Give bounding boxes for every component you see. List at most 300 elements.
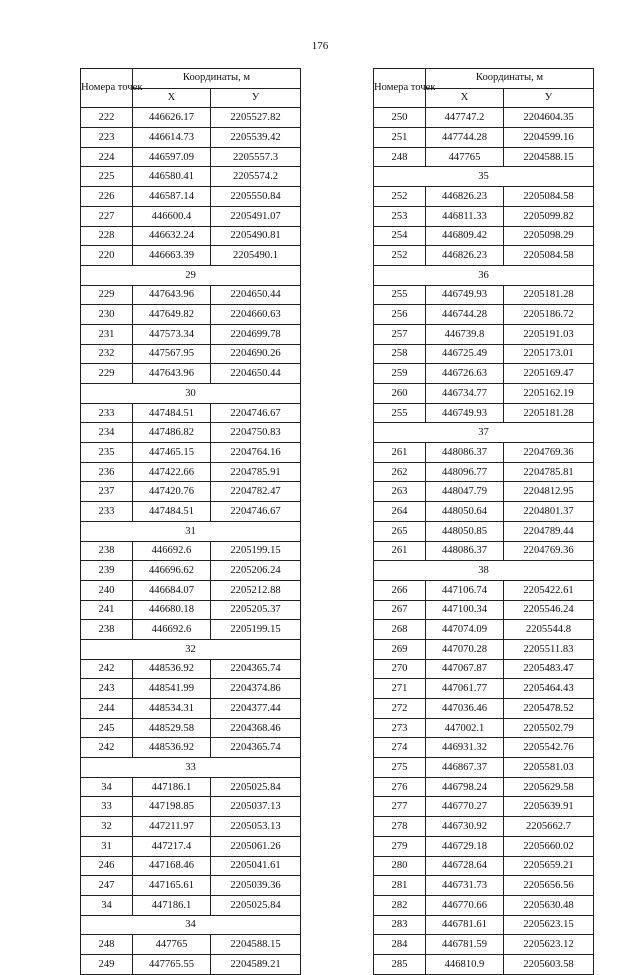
- y-coordinate-cell: 2204699.78: [211, 324, 301, 344]
- y-coordinate-cell: 2205422.61: [504, 580, 594, 600]
- point-number-cell: 280: [374, 856, 426, 876]
- y-coordinate-cell: 2205098.29: [504, 226, 594, 246]
- x-coordinate-cell: 446728.64: [426, 856, 504, 876]
- y-coordinate-cell: 2204374.86: [211, 679, 301, 699]
- x-coordinate-cell: 447765.55: [133, 954, 211, 974]
- y-coordinate-cell: 2205660.02: [504, 836, 594, 856]
- x-coordinate-cell: 446680.18: [133, 600, 211, 620]
- table-row: [374, 876, 594, 896]
- point-number-cell: 245: [81, 718, 133, 738]
- x-coordinate-cell: 446696.62: [133, 561, 211, 581]
- x-coordinate-cell: 448050.85: [426, 521, 504, 541]
- point-number-cell: 247: [81, 876, 133, 896]
- x-coordinate-cell: 447649.82: [133, 305, 211, 325]
- contour-group-row: [81, 265, 301, 285]
- x-coordinate-cell: 447643.96: [133, 364, 211, 384]
- table-row: [81, 443, 301, 463]
- y-coordinate-cell: 2205546.24: [504, 600, 594, 620]
- x-coordinate-cell: 446587.14: [133, 187, 211, 207]
- contour-group-row: [81, 758, 301, 778]
- x-coordinate-cell: 448541.99: [133, 679, 211, 699]
- contour-group-row: [374, 561, 594, 581]
- y-coordinate-cell: 2205084.58: [504, 246, 594, 266]
- x-coordinate-cell: 447486.82: [133, 423, 211, 443]
- x-coordinate-cell: 447186.1: [133, 895, 211, 915]
- table-row: [374, 246, 594, 266]
- point-number-cell: 224: [81, 147, 133, 167]
- point-number-cell: 261: [374, 541, 426, 561]
- point-numbers-header: Номера точек: [374, 69, 426, 108]
- y-coordinate-cell: 2205539.42: [211, 128, 301, 148]
- y-coordinate-cell: 2204750.83: [211, 423, 301, 443]
- table-row: [81, 620, 301, 640]
- point-number-cell: 284: [374, 935, 426, 955]
- x-coordinate-cell: 447217.4: [133, 836, 211, 856]
- y-coordinate-cell: 2204365.74: [211, 659, 301, 679]
- coordinates-table-left: [80, 68, 301, 975]
- table-row: [374, 206, 594, 226]
- contour-number: 37: [374, 423, 594, 443]
- point-number-cell: 269: [374, 639, 426, 659]
- y-coordinate-cell: 2205630.48: [504, 895, 594, 915]
- point-number-cell: 235: [81, 443, 133, 463]
- point-number-cell: 238: [81, 620, 133, 640]
- point-number-cell: 255: [374, 285, 426, 305]
- table-row: [81, 600, 301, 620]
- x-coordinate-cell: 446626.17: [133, 108, 211, 128]
- point-number-cell: 229: [81, 285, 133, 305]
- y-coordinate-cell: 2205511.83: [504, 639, 594, 659]
- point-number-cell: 252: [374, 246, 426, 266]
- y-coordinate-cell: 2204368.46: [211, 718, 301, 738]
- table-row: [374, 521, 594, 541]
- contour-group-row: [81, 384, 301, 404]
- x-coordinate-cell: 446826.23: [426, 246, 504, 266]
- point-number-cell: 227: [81, 206, 133, 226]
- x-coordinate-cell: 448096.77: [426, 462, 504, 482]
- coordinates-header: Координаты, м: [133, 69, 301, 89]
- point-number-cell: 258: [374, 344, 426, 364]
- y-coordinate-cell: 2205483.47: [504, 659, 594, 679]
- x-coordinate-cell: 448529.58: [133, 718, 211, 738]
- x-coordinate-cell: 447643.96: [133, 285, 211, 305]
- point-number-cell: 249: [81, 954, 133, 974]
- contour-number: 35: [374, 167, 594, 187]
- x-coordinate-cell: 447744.28: [426, 128, 504, 148]
- y-coordinate-cell: 2205169.47: [504, 364, 594, 384]
- x-coordinate-cell: 446663.39: [133, 246, 211, 266]
- point-number-cell: 274: [374, 738, 426, 758]
- y-coordinate-cell: 2205502.79: [504, 718, 594, 738]
- point-number-cell: 256: [374, 305, 426, 325]
- y-coordinate-cell: 2204650.44: [211, 364, 301, 384]
- x-header: Х: [426, 88, 504, 108]
- point-numbers-header: Номера точек: [81, 69, 133, 108]
- table-row: [374, 541, 594, 561]
- point-number-cell: 237: [81, 482, 133, 502]
- contour-number: 36: [374, 265, 594, 285]
- point-number-cell: 285: [374, 954, 426, 974]
- x-coordinate-cell: 446730.92: [426, 817, 504, 837]
- table-row: [81, 797, 301, 817]
- point-number-cell: 273: [374, 718, 426, 738]
- x-coordinate-cell: 447168.46: [133, 856, 211, 876]
- y-coordinate-cell: 2205186.72: [504, 305, 594, 325]
- table-row: [81, 777, 301, 797]
- y-coordinate-cell: 2204769.36: [504, 443, 594, 463]
- y-coordinate-cell: 2205162.19: [504, 384, 594, 404]
- y-coordinate-cell: 2205191.03: [504, 324, 594, 344]
- y-coordinate-cell: 2205099.82: [504, 206, 594, 226]
- x-coordinate-cell: 446580.41: [133, 167, 211, 187]
- x-coordinate-cell: 446781.61: [426, 915, 504, 935]
- table-row: [374, 699, 594, 719]
- x-coordinate-cell: 447567.95: [133, 344, 211, 364]
- y-header: У: [504, 88, 594, 108]
- point-number-cell: 270: [374, 659, 426, 679]
- x-coordinate-cell: 447211.97: [133, 817, 211, 837]
- point-number-cell: 260: [374, 384, 426, 404]
- table-row: [374, 108, 594, 128]
- point-number-cell: 268: [374, 620, 426, 640]
- table-row: [374, 797, 594, 817]
- y-coordinate-cell: 2205205.37: [211, 600, 301, 620]
- y-coordinate-cell: 2204782.47: [211, 482, 301, 502]
- page-number: 176: [311, 40, 329, 52]
- table-row: [81, 935, 301, 955]
- y-coordinate-cell: 2205181.28: [504, 403, 594, 423]
- point-number-cell: 259: [374, 364, 426, 384]
- table-row: [374, 324, 594, 344]
- point-number-cell: 255: [374, 403, 426, 423]
- y-coordinate-cell: 2205491.07: [211, 206, 301, 226]
- y-coordinate-cell: 2205199.15: [211, 541, 301, 561]
- x-coordinate-cell: 446931.32: [426, 738, 504, 758]
- x-coordinate-cell: 447165.61: [133, 876, 211, 896]
- point-number-cell: 248: [374, 147, 426, 167]
- x-coordinate-cell: 447067.87: [426, 659, 504, 679]
- point-number-cell: 226: [81, 187, 133, 207]
- point-number-cell: 228: [81, 226, 133, 246]
- table-row: [374, 305, 594, 325]
- y-coordinate-cell: 2204785.91: [211, 462, 301, 482]
- x-coordinate-cell: 446811.33: [426, 206, 504, 226]
- table-row: [374, 226, 594, 246]
- table-row: [374, 285, 594, 305]
- point-number-cell: 253: [374, 206, 426, 226]
- point-number-cell: 231: [81, 324, 133, 344]
- y-coordinate-cell: 2204365.74: [211, 738, 301, 758]
- point-number-cell: 34: [81, 895, 133, 915]
- point-number-cell: 222: [81, 108, 133, 128]
- table-row: [81, 344, 301, 364]
- y-coordinate-cell: 2205550.84: [211, 187, 301, 207]
- x-coordinate-cell: 447765: [133, 935, 211, 955]
- x-coordinate-cell: 447573.34: [133, 324, 211, 344]
- point-number-cell: 262: [374, 462, 426, 482]
- table-row: [81, 108, 301, 128]
- point-number-cell: 252: [374, 187, 426, 207]
- table-row: [374, 817, 594, 837]
- x-coordinate-cell: 447484.51: [133, 502, 211, 522]
- table-row: [374, 679, 594, 699]
- x-coordinate-cell: 446739.8: [426, 324, 504, 344]
- y-coordinate-cell: 2205173.01: [504, 344, 594, 364]
- point-number-cell: 223: [81, 128, 133, 148]
- table-row: [81, 324, 301, 344]
- contour-group-row: [374, 167, 594, 187]
- y-coordinate-cell: 2205490.81: [211, 226, 301, 246]
- table-row: [374, 856, 594, 876]
- point-number-cell: 278: [374, 817, 426, 837]
- y-coordinate-cell: 2204604.35: [504, 108, 594, 128]
- x-coordinate-cell: 446731.73: [426, 876, 504, 896]
- y-coordinate-cell: 2204588.15: [211, 935, 301, 955]
- table-row: [81, 817, 301, 837]
- y-coordinate-cell: 2205181.28: [504, 285, 594, 305]
- y-coordinate-cell: 2205025.84: [211, 777, 301, 797]
- table-row: [374, 659, 594, 679]
- y-coordinate-cell: 2204785.81: [504, 462, 594, 482]
- point-number-cell: 234: [81, 423, 133, 443]
- y-coordinate-cell: 2205084.58: [504, 187, 594, 207]
- table-row: [81, 364, 301, 384]
- contour-number: 33: [81, 758, 301, 778]
- point-number-cell: 276: [374, 777, 426, 797]
- x-coordinate-cell: 446770.27: [426, 797, 504, 817]
- x-coordinate-cell: 448086.37: [426, 443, 504, 463]
- point-number-cell: 225: [81, 167, 133, 187]
- point-number-cell: 248: [81, 935, 133, 955]
- x-coordinate-cell: 447061.77: [426, 679, 504, 699]
- x-coordinate-cell: 446749.93: [426, 285, 504, 305]
- contour-group-row: [374, 423, 594, 443]
- x-coordinate-cell: 446597.09: [133, 147, 211, 167]
- point-number-cell: 233: [81, 502, 133, 522]
- contour-group-row: [374, 265, 594, 285]
- x-coordinate-cell: 447002.1: [426, 718, 504, 738]
- table-row: [81, 679, 301, 699]
- point-number-cell: 243: [81, 679, 133, 699]
- y-coordinate-cell: 2205656.56: [504, 876, 594, 896]
- y-coordinate-cell: 2205574.2: [211, 167, 301, 187]
- x-coordinate-cell: 446614.73: [133, 128, 211, 148]
- x-coordinate-cell: 447765: [426, 147, 504, 167]
- point-number-cell: 281: [374, 876, 426, 896]
- x-coordinate-cell: 448536.92: [133, 738, 211, 758]
- y-coordinate-cell: 2204660.63: [211, 305, 301, 325]
- table-row: [374, 384, 594, 404]
- x-coordinate-cell: 446729.18: [426, 836, 504, 856]
- table-row: [374, 738, 594, 758]
- contour-number: 29: [81, 265, 301, 285]
- point-number-cell: 283: [374, 915, 426, 935]
- y-coordinate-cell: 2205557.3: [211, 147, 301, 167]
- y-coordinate-cell: 2204690.26: [211, 344, 301, 364]
- y-coordinate-cell: 2205212.88: [211, 580, 301, 600]
- y-coordinate-cell: 2204377.44: [211, 699, 301, 719]
- point-number-cell: 242: [81, 738, 133, 758]
- table-row: [374, 620, 594, 640]
- table-row: [374, 758, 594, 778]
- table-row: [81, 403, 301, 423]
- table-row: [81, 895, 301, 915]
- table-row: [81, 462, 301, 482]
- point-number-cell: 240: [81, 580, 133, 600]
- table-row: [81, 167, 301, 187]
- contour-group-row: [81, 915, 301, 935]
- point-number-cell: 277: [374, 797, 426, 817]
- contour-number: 38: [374, 561, 594, 581]
- table-row: [81, 206, 301, 226]
- y-coordinate-cell: 2204650.44: [211, 285, 301, 305]
- point-number-cell: 242: [81, 659, 133, 679]
- table-row: [81, 128, 301, 148]
- x-coordinate-cell: 446867.37: [426, 758, 504, 778]
- y-coordinate-cell: 2205581.03: [504, 758, 594, 778]
- y-coordinate-cell: 2205025.84: [211, 895, 301, 915]
- x-coordinate-cell: 447484.51: [133, 403, 211, 423]
- point-number-cell: 261: [374, 443, 426, 463]
- contour-number: 32: [81, 639, 301, 659]
- coordinates-header: Координаты, м: [426, 69, 594, 89]
- contour-number: 31: [81, 521, 301, 541]
- y-coordinate-cell: 2205603.58: [504, 954, 594, 974]
- table-row: [374, 718, 594, 738]
- x-coordinate-cell: 448086.37: [426, 541, 504, 561]
- coordinates-table-right: [373, 68, 594, 975]
- x-coordinate-cell: 448534.31: [133, 699, 211, 719]
- point-number-cell: 230: [81, 305, 133, 325]
- point-number-cell: 251: [374, 128, 426, 148]
- table-row: [81, 541, 301, 561]
- point-number-cell: 239: [81, 561, 133, 581]
- y-coordinate-cell: 2204746.67: [211, 502, 301, 522]
- y-coordinate-cell: 2204769.36: [504, 541, 594, 561]
- contour-group-row: [81, 639, 301, 659]
- table-row: [374, 895, 594, 915]
- table-row: [81, 699, 301, 719]
- y-coordinate-cell: 2205639.91: [504, 797, 594, 817]
- table-body: [81, 108, 301, 974]
- y-coordinate-cell: 2205039.36: [211, 876, 301, 896]
- y-coordinate-cell: 2205662.7: [504, 817, 594, 837]
- point-number-cell: 264: [374, 502, 426, 522]
- table-row: [374, 777, 594, 797]
- x-coordinate-cell: 446749.93: [426, 403, 504, 423]
- y-coordinate-cell: 2205053.13: [211, 817, 301, 837]
- point-number-cell: 244: [81, 699, 133, 719]
- table-row: [374, 364, 594, 384]
- x-coordinate-cell: 447036.46: [426, 699, 504, 719]
- table-row: [81, 561, 301, 581]
- point-number-cell: 272: [374, 699, 426, 719]
- table-row: [374, 915, 594, 935]
- point-number-cell: 279: [374, 836, 426, 856]
- y-coordinate-cell: 2204789.44: [504, 521, 594, 541]
- y-coordinate-cell: 2204588.15: [504, 147, 594, 167]
- table-row: [374, 954, 594, 974]
- table-row: [374, 443, 594, 463]
- table-row: [81, 147, 301, 167]
- point-number-cell: 31: [81, 836, 133, 856]
- x-coordinate-cell: 446770.66: [426, 895, 504, 915]
- y-coordinate-cell: 2205542.76: [504, 738, 594, 758]
- x-coordinate-cell: 448536.92: [133, 659, 211, 679]
- table-row: [374, 935, 594, 955]
- x-coordinate-cell: 447106.74: [426, 580, 504, 600]
- x-coordinate-cell: 447100.34: [426, 600, 504, 620]
- y-coordinate-cell: 2205659.21: [504, 856, 594, 876]
- x-coordinate-cell: 447074.09: [426, 620, 504, 640]
- table-row: [374, 580, 594, 600]
- table-row: [81, 305, 301, 325]
- x-coordinate-cell: 447070.28: [426, 639, 504, 659]
- table-row: [374, 187, 594, 207]
- point-number-cell: 238: [81, 541, 133, 561]
- table-row: [374, 462, 594, 482]
- point-number-cell: 263: [374, 482, 426, 502]
- point-number-cell: 229: [81, 364, 133, 384]
- table-row: [374, 639, 594, 659]
- point-number-cell: 282: [374, 895, 426, 915]
- table-row: [81, 580, 301, 600]
- table-row: [81, 659, 301, 679]
- point-number-cell: 265: [374, 521, 426, 541]
- table-row: [81, 423, 301, 443]
- y-coordinate-cell: 2205199.15: [211, 620, 301, 640]
- point-number-cell: 34: [81, 777, 133, 797]
- table-row: [374, 836, 594, 856]
- point-number-cell: 220: [81, 246, 133, 266]
- point-number-cell: 250: [374, 108, 426, 128]
- table-row: [374, 502, 594, 522]
- table-body: [374, 108, 594, 974]
- y-coordinate-cell: 2204764.16: [211, 443, 301, 463]
- x-coordinate-cell: 447422.66: [133, 462, 211, 482]
- y-coordinate-cell: 2205464.43: [504, 679, 594, 699]
- table-row: [374, 344, 594, 364]
- x-coordinate-cell: 446725.49: [426, 344, 504, 364]
- table-row: [374, 147, 594, 167]
- point-number-cell: 33: [81, 797, 133, 817]
- table-row: [81, 718, 301, 738]
- table-row: [81, 876, 301, 896]
- table-row: [374, 128, 594, 148]
- y-coordinate-cell: 2205490.1: [211, 246, 301, 266]
- y-coordinate-cell: 2204589.21: [211, 954, 301, 974]
- table-row: [81, 246, 301, 266]
- y-coordinate-cell: 2205623.12: [504, 935, 594, 955]
- y-coordinate-cell: 2204801.37: [504, 502, 594, 522]
- x-coordinate-cell: 447747.2: [426, 108, 504, 128]
- point-number-cell: 232: [81, 344, 133, 364]
- y-coordinate-cell: 2204812.95: [504, 482, 594, 502]
- x-coordinate-cell: 446781.59: [426, 935, 504, 955]
- table-row: [81, 954, 301, 974]
- table-row: [374, 403, 594, 423]
- table-row: [81, 502, 301, 522]
- y-coordinate-cell: 2205061.26: [211, 836, 301, 856]
- x-coordinate-cell: 447420.76: [133, 482, 211, 502]
- point-number-cell: 271: [374, 679, 426, 699]
- y-coordinate-cell: 2205037.13: [211, 797, 301, 817]
- y-coordinate-cell: 2205623.15: [504, 915, 594, 935]
- x-coordinate-cell: 446632.24: [133, 226, 211, 246]
- x-coordinate-cell: 447465.15: [133, 443, 211, 463]
- table-row: [374, 600, 594, 620]
- table-row: [81, 482, 301, 502]
